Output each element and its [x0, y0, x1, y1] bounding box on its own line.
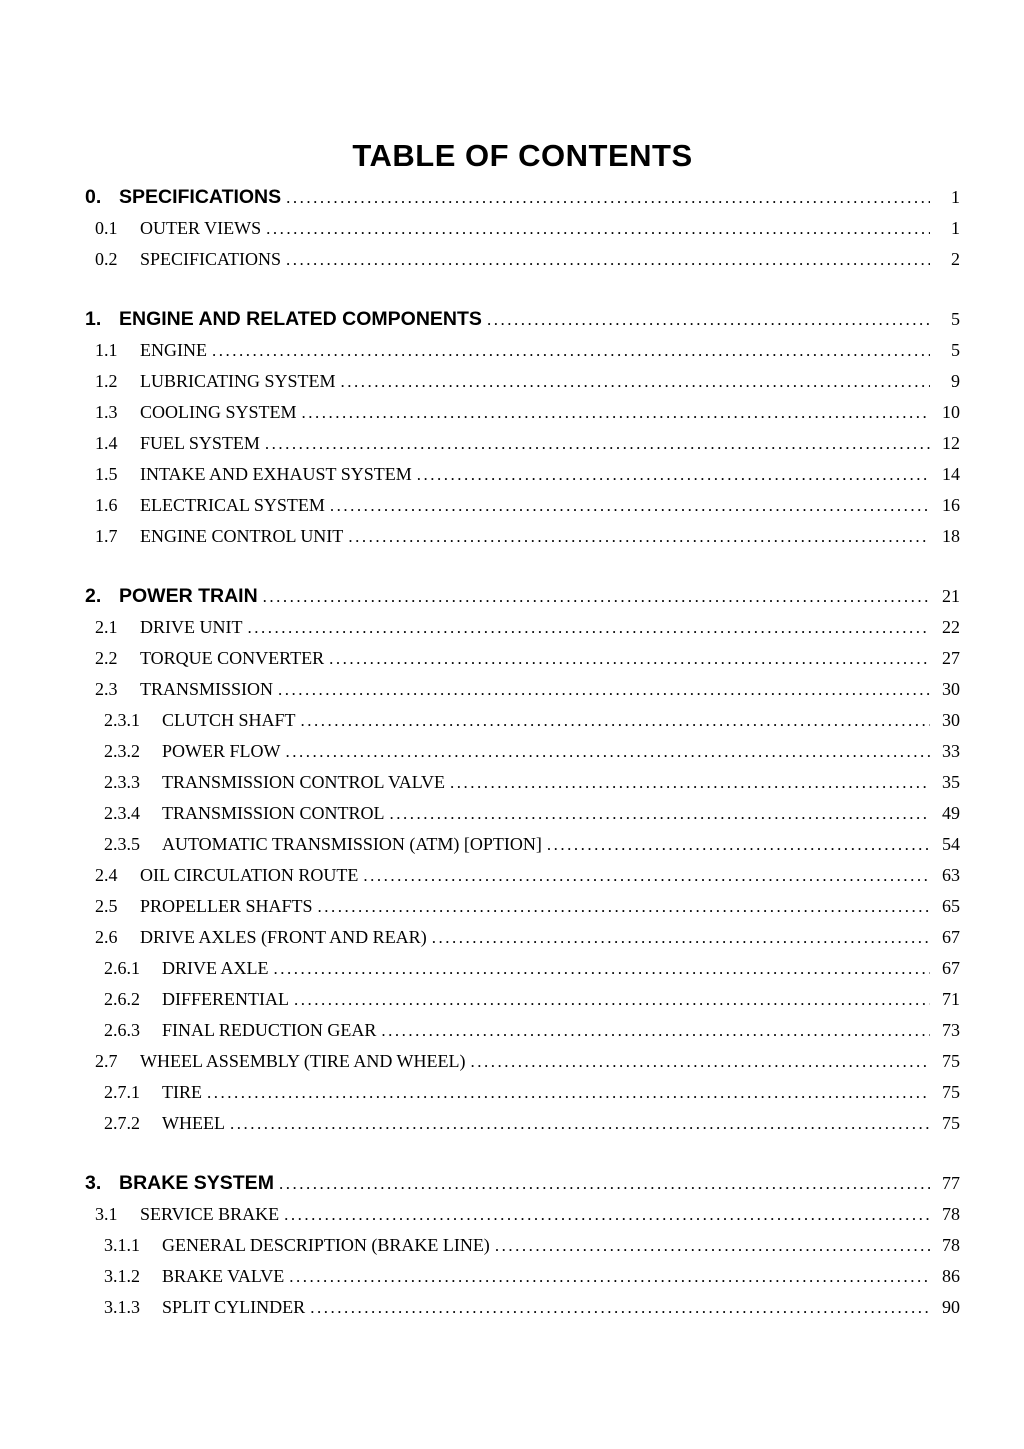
toc-entry-row	[85, 953, 960, 984]
entry-page-number: 75	[942, 1113, 960, 1133]
entry-page-number: 1	[951, 187, 960, 207]
entry-page-number: 33	[942, 741, 960, 761]
toc-entry-row	[85, 984, 960, 1015]
entry-number: 2.7.2	[104, 1113, 140, 1133]
entry-number: 2.3.3	[104, 772, 140, 792]
entry-number: 2.1	[95, 617, 118, 637]
toc-section-row	[85, 304, 960, 335]
toc-entry-row	[85, 674, 960, 705]
entry-label: DRIVE AXLES (FRONT AND REAR)	[140, 927, 427, 947]
entry-number: 0.1	[95, 218, 118, 238]
entry-label: OIL CIRCULATION ROUTE	[140, 865, 359, 885]
entry-page-number: 5	[951, 340, 960, 360]
dot-leader	[225, 1109, 930, 1139]
entry-label: INTAKE AND EXHAUST SYSTEM	[140, 464, 412, 484]
entry-number: 1.3	[95, 402, 118, 422]
entry-number: 1.7	[95, 526, 118, 546]
entry-label: AUTOMATIC TRANSMISSION (ATM) [OPTION]	[162, 834, 542, 854]
entry-number: 0.2	[95, 249, 118, 269]
dot-leader	[466, 1047, 931, 1077]
toc-section-row	[85, 182, 960, 213]
entry-number: 2.6	[95, 927, 118, 947]
dot-leader	[324, 644, 930, 674]
dot-leader	[281, 183, 930, 213]
entry-number: 0.	[85, 186, 102, 208]
toc-entry-row	[85, 891, 960, 922]
entry-number: 1.6	[95, 495, 118, 515]
entry-number: 2.6.3	[104, 1020, 140, 1040]
entry-page-number: 75	[942, 1082, 960, 1102]
entry-page-number: 18	[942, 526, 960, 546]
dot-leader	[385, 799, 930, 829]
entry-page-number: 14	[942, 464, 960, 484]
entry-label: ELECTRICAL SYSTEM	[140, 495, 325, 515]
entry-page-number: 10	[942, 402, 960, 422]
toc-entry-row	[85, 705, 960, 736]
dot-leader	[358, 861, 930, 891]
toc-entry-row	[85, 335, 960, 366]
toc-entry-row	[85, 1292, 960, 1323]
entry-page-number: 67	[942, 927, 960, 947]
toc-section-row	[85, 581, 960, 612]
entry-label: CLUTCH SHAFT	[162, 710, 296, 730]
entry-page-number: 77	[942, 1173, 960, 1193]
toc-entry-row	[85, 1261, 960, 1292]
entry-page-number: 90	[942, 1297, 960, 1317]
dot-leader	[284, 1262, 930, 1292]
toc-list	[85, 182, 960, 1323]
toc-entry-row	[85, 428, 960, 459]
dot-leader	[336, 367, 930, 397]
toc-entry-row	[85, 798, 960, 829]
entry-number: 2.3	[95, 679, 118, 699]
entry-label: PROPELLER SHAFTS	[140, 896, 313, 916]
entry-label: GENERAL DESCRIPTION (BRAKE LINE)	[162, 1235, 490, 1255]
entry-number: 2.3.4	[104, 803, 140, 823]
toc-entry-row	[85, 459, 960, 490]
entry-label: SPLIT CYLINDER	[162, 1297, 306, 1317]
entry-number: 2.7	[95, 1051, 118, 1071]
dot-leader	[490, 1231, 930, 1261]
entry-number: 3.1.1	[104, 1235, 140, 1255]
entry-label: SPECIFICATIONS	[140, 249, 282, 269]
entry-label: DRIVE UNIT	[140, 617, 243, 637]
dot-leader	[274, 1169, 930, 1199]
dot-leader	[412, 460, 930, 490]
entry-page-number: 21	[942, 586, 960, 606]
dot-leader	[296, 706, 930, 736]
dot-leader	[258, 582, 930, 612]
entry-number: 2.6.1	[104, 958, 140, 978]
entry-page-number: 22	[942, 617, 960, 637]
toc-entry-row	[85, 366, 960, 397]
entry-page-number: 86	[942, 1266, 960, 1286]
entry-label: POWER FLOW	[162, 741, 281, 761]
page-title: TABLE OF CONTENTS	[352, 138, 693, 173]
entry-page-number: 78	[942, 1235, 960, 1255]
entry-number: 2.3.5	[104, 834, 140, 854]
dot-leader	[242, 613, 930, 643]
entry-number: 3.1	[95, 1204, 118, 1224]
dot-leader	[325, 491, 930, 521]
toc-entry-row	[85, 490, 960, 521]
dot-leader	[313, 892, 930, 922]
entry-label: ENGINE AND RELATED COMPONENTS	[119, 308, 482, 330]
entry-page-number: 2	[951, 249, 960, 269]
entry-label: TORQUE CONVERTER	[140, 648, 325, 668]
entry-number: 3.	[85, 1172, 102, 1194]
dot-leader	[260, 429, 930, 459]
entry-label: TRANSMISSION	[140, 679, 274, 699]
entry-label: COOLING SYSTEM	[140, 402, 297, 422]
entry-label: TRANSMISSION CONTROL VALVE	[162, 772, 446, 792]
entry-page-number: 65	[942, 896, 960, 916]
dot-leader	[297, 398, 930, 428]
dot-leader	[343, 522, 930, 552]
toc-entry-row	[85, 1077, 960, 1108]
entry-page-number: 30	[942, 679, 960, 699]
toc-entry-row	[85, 1015, 960, 1046]
dot-leader	[202, 1078, 930, 1108]
entry-label: DIFFERENTIAL	[162, 989, 289, 1009]
toc-entry-row	[85, 860, 960, 891]
entry-label: TRANSMISSION CONTROL	[162, 803, 385, 823]
entry-page-number: 63	[942, 865, 960, 885]
entry-page-number: 67	[942, 958, 960, 978]
entry-page-number: 73	[942, 1020, 960, 1040]
entry-number: 2.3.2	[104, 741, 140, 761]
entry-page-number: 49	[942, 803, 960, 823]
entry-page-number: 1	[951, 218, 960, 238]
toc-entry-row	[85, 521, 960, 552]
entry-number: 2.5	[95, 896, 118, 916]
entry-label: POWER TRAIN	[119, 585, 258, 607]
entry-page-number: 71	[942, 989, 960, 1009]
toc-entry-row	[85, 1199, 960, 1230]
entry-label: SPECIFICATIONS	[119, 186, 282, 208]
entry-page-number: 5	[951, 309, 960, 329]
dot-leader	[279, 1200, 930, 1230]
dot-leader	[482, 305, 930, 335]
entry-page-number: 12	[942, 433, 960, 453]
entry-label: WHEEL ASSEMBLY (TIRE AND WHEEL)	[140, 1051, 466, 1071]
entry-number: 1.5	[95, 464, 118, 484]
entry-page-number: 54	[942, 834, 960, 854]
toc-entry-row	[85, 1046, 960, 1077]
entry-page-number: 16	[942, 495, 960, 515]
entry-page-number: 78	[942, 1204, 960, 1224]
toc-entry-row	[85, 643, 960, 674]
entry-number: 1.1	[95, 340, 118, 360]
entry-number: 1.2	[95, 371, 118, 391]
entry-page-number: 9	[951, 371, 960, 391]
dot-leader	[427, 923, 930, 953]
dot-leader	[376, 1016, 930, 1046]
toc-entry-row	[85, 767, 960, 798]
entry-page-number: 75	[942, 1051, 960, 1071]
toc-entry-row	[85, 1230, 960, 1261]
entry-number: 2.7.1	[104, 1082, 140, 1102]
toc-entry-row	[85, 244, 960, 275]
dot-leader	[261, 214, 930, 244]
entry-number: 2.	[85, 585, 102, 607]
entry-number: 3.1.2	[104, 1266, 140, 1286]
entry-label: SERVICE BRAKE	[140, 1204, 280, 1224]
entry-number: 1.4	[95, 433, 118, 453]
entry-label: ENGINE CONTROL UNIT	[140, 526, 344, 546]
entry-label: ENGINE	[140, 340, 207, 360]
toc-entry-row	[85, 397, 960, 428]
entry-label: BRAKE VALVE	[162, 1266, 285, 1286]
dot-leader	[305, 1293, 930, 1323]
entry-number: 2.6.2	[104, 989, 140, 1009]
entry-page-number: 27	[942, 648, 960, 668]
dot-leader	[445, 768, 930, 798]
dot-leader	[207, 336, 930, 366]
toc-entry-row	[85, 922, 960, 953]
dot-leader	[281, 737, 931, 767]
entry-label: FINAL REDUCTION GEAR	[162, 1020, 377, 1040]
entry-label: OUTER VIEWS	[140, 218, 262, 238]
toc-entry-row	[85, 1108, 960, 1139]
entry-number: 2.4	[95, 865, 118, 885]
entry-number: 2.3.1	[104, 710, 140, 730]
entry-label: DRIVE AXLE	[162, 958, 269, 978]
dot-leader	[289, 985, 930, 1015]
dot-leader	[269, 954, 931, 984]
entry-label: TIRE	[162, 1082, 202, 1102]
toc-entry-row	[85, 213, 960, 244]
entry-number: 3.1.3	[104, 1297, 140, 1317]
entry-label: WHEEL	[162, 1113, 225, 1133]
dot-leader	[542, 830, 930, 860]
entry-page-number: 30	[942, 710, 960, 730]
entry-number: 2.2	[95, 648, 118, 668]
entry-number: 1.	[85, 308, 102, 330]
toc-entry-row	[85, 736, 960, 767]
entry-label: LUBRICATING SYSTEM	[140, 371, 336, 391]
toc-entry-row	[85, 829, 960, 860]
entry-label: BRAKE SYSTEM	[119, 1172, 274, 1194]
toc-section-row	[85, 1168, 960, 1199]
dot-leader	[281, 245, 930, 275]
entry-page-number: 35	[942, 772, 960, 792]
entry-label: FUEL SYSTEM	[140, 433, 260, 453]
dot-leader	[273, 675, 930, 705]
toc-entry-row	[85, 612, 960, 643]
